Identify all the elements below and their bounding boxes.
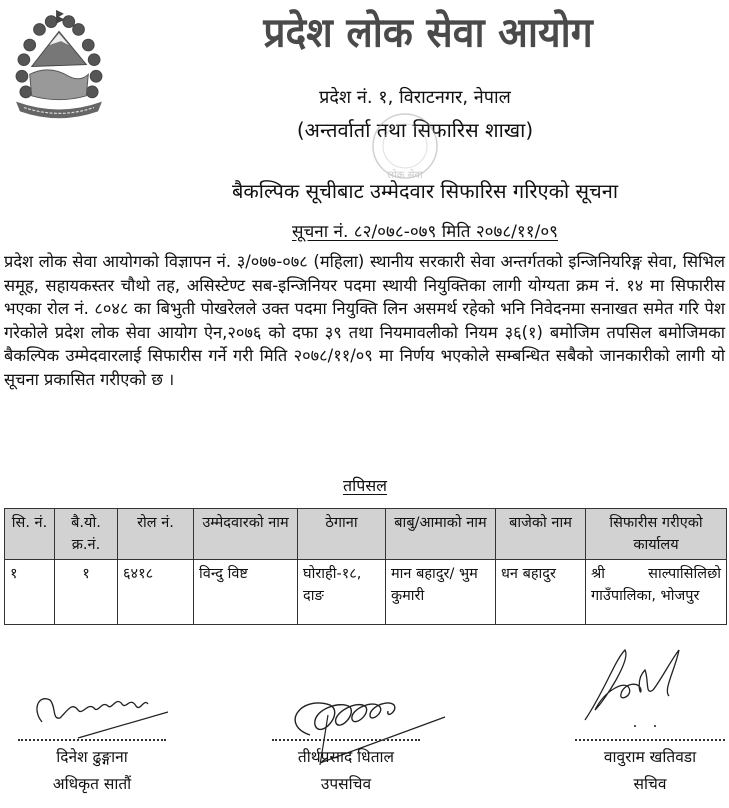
cell-parents-name: मान बहादुर/ भुम कुमारी xyxy=(386,560,496,625)
signature-line-1 xyxy=(18,739,166,741)
signature-3 xyxy=(575,640,705,730)
notice-body: प्रदेश लोक सेवा आयोगको विज्ञापन नं. ३/०७७-०७८ (महिला) स्थानीय सरकारी सेवा अन्तर्गतको इन्जिनियरिङ्ग सेवा, सिभिल समूह, सहायकस्तर चौथो तह, असिस्टेण्ट सब-इन्जिनियर पदमा स्थायी नियुक्तिका लागी योग्यता क्रम नं. १४ मा सिफारीस भएका रोल नं. ८०४८ का बिभुती पोखरेलले उक्त पदमा नियुक्ति लिन असमर्थ रहेको भनि निवेदनमा सनाखत समेत गरि पेश गरेकोले प्रदेश लोक सेवा आयोग ऐन,२०७६ को दफा ३९ तथा नियमावलीको नियम ३६(१) बमोजिम तपसिल बमोजिमका बैकल्पिक उम्मेदवारलाई सिफारीस गर्ने गरी मिति २०७८/११/०९ मा निर्णय भएकोले सम्बन्धित सबैको जानकारीको लागी यो सूचना प्रकासित गरीएको छ । xyxy=(4,252,725,389)
signatory-1-name: दिनेश ढुङ्गाना xyxy=(56,748,128,766)
stamp-text: लोक सेवा xyxy=(387,170,423,181)
col-header-alt-rank: बै.यो. क्र.नं. xyxy=(55,509,118,560)
notice-title: बैकल्पिक सूचीबाट उम्मेदवार सिफारिस गरिएको सूचना xyxy=(231,179,619,203)
col-header-address: ठेगाना xyxy=(298,509,386,560)
signatory-3-designation: सचिव xyxy=(633,775,667,793)
signature-line-3 xyxy=(575,739,725,741)
signatory-1-designation: अधिकृत सातौं xyxy=(52,775,132,793)
cell-office: श्री साल्पासिलिछो गाउँपालिका, भोजपुर xyxy=(586,560,727,625)
col-header-grandfather-name: बाजेको नाम xyxy=(496,509,586,560)
organization-title: प्रदेश लोक सेवा आयोग xyxy=(263,9,593,58)
notice-number: सूचना नं. ८२/०७८-०७९ मिति २०७८/११/०९ xyxy=(292,222,558,242)
organization-branch: (अन्तर्वार्ता तथा सिफारिस शाखा) xyxy=(296,118,534,142)
annex-title: तपिसल xyxy=(342,476,388,495)
signature-line-2 xyxy=(272,739,420,741)
cell-sn: १ xyxy=(5,560,55,625)
cell-roll-no: ६४१८ xyxy=(118,560,194,625)
cell-candidate-name: विन्दु विष्ट xyxy=(194,560,298,625)
signatory-2-name: तीर्थप्रसाद धिताल xyxy=(297,748,395,766)
col-header-parents-name: बाबु/आमाको नाम xyxy=(386,509,496,560)
col-header-office: सिफारीस गरीएको कार्यालय xyxy=(586,509,727,560)
cell-address: घोराही-१८, दाङ xyxy=(298,560,386,625)
table-header-row xyxy=(5,509,727,560)
signatory-3-name: वावुराम खतिवडा xyxy=(603,748,697,766)
organization-address: प्रदेश नं. १, विराटनगर, नेपाल xyxy=(319,87,511,108)
signature-1 xyxy=(28,680,173,740)
nepal-emblem-icon xyxy=(10,6,108,128)
signatory-2-designation: उपसचिव xyxy=(320,775,372,793)
cell-grandfather-name: धन बहादुर xyxy=(496,560,586,625)
annex-table xyxy=(4,508,727,625)
col-header-roll-no: रोल नं. xyxy=(118,509,194,560)
cell-alt-rank: १ xyxy=(55,560,118,625)
col-header-sn: सि. नं. xyxy=(5,509,55,560)
col-header-candidate-name: उम्मेदवारको नाम xyxy=(194,509,298,560)
table-row xyxy=(5,560,727,625)
